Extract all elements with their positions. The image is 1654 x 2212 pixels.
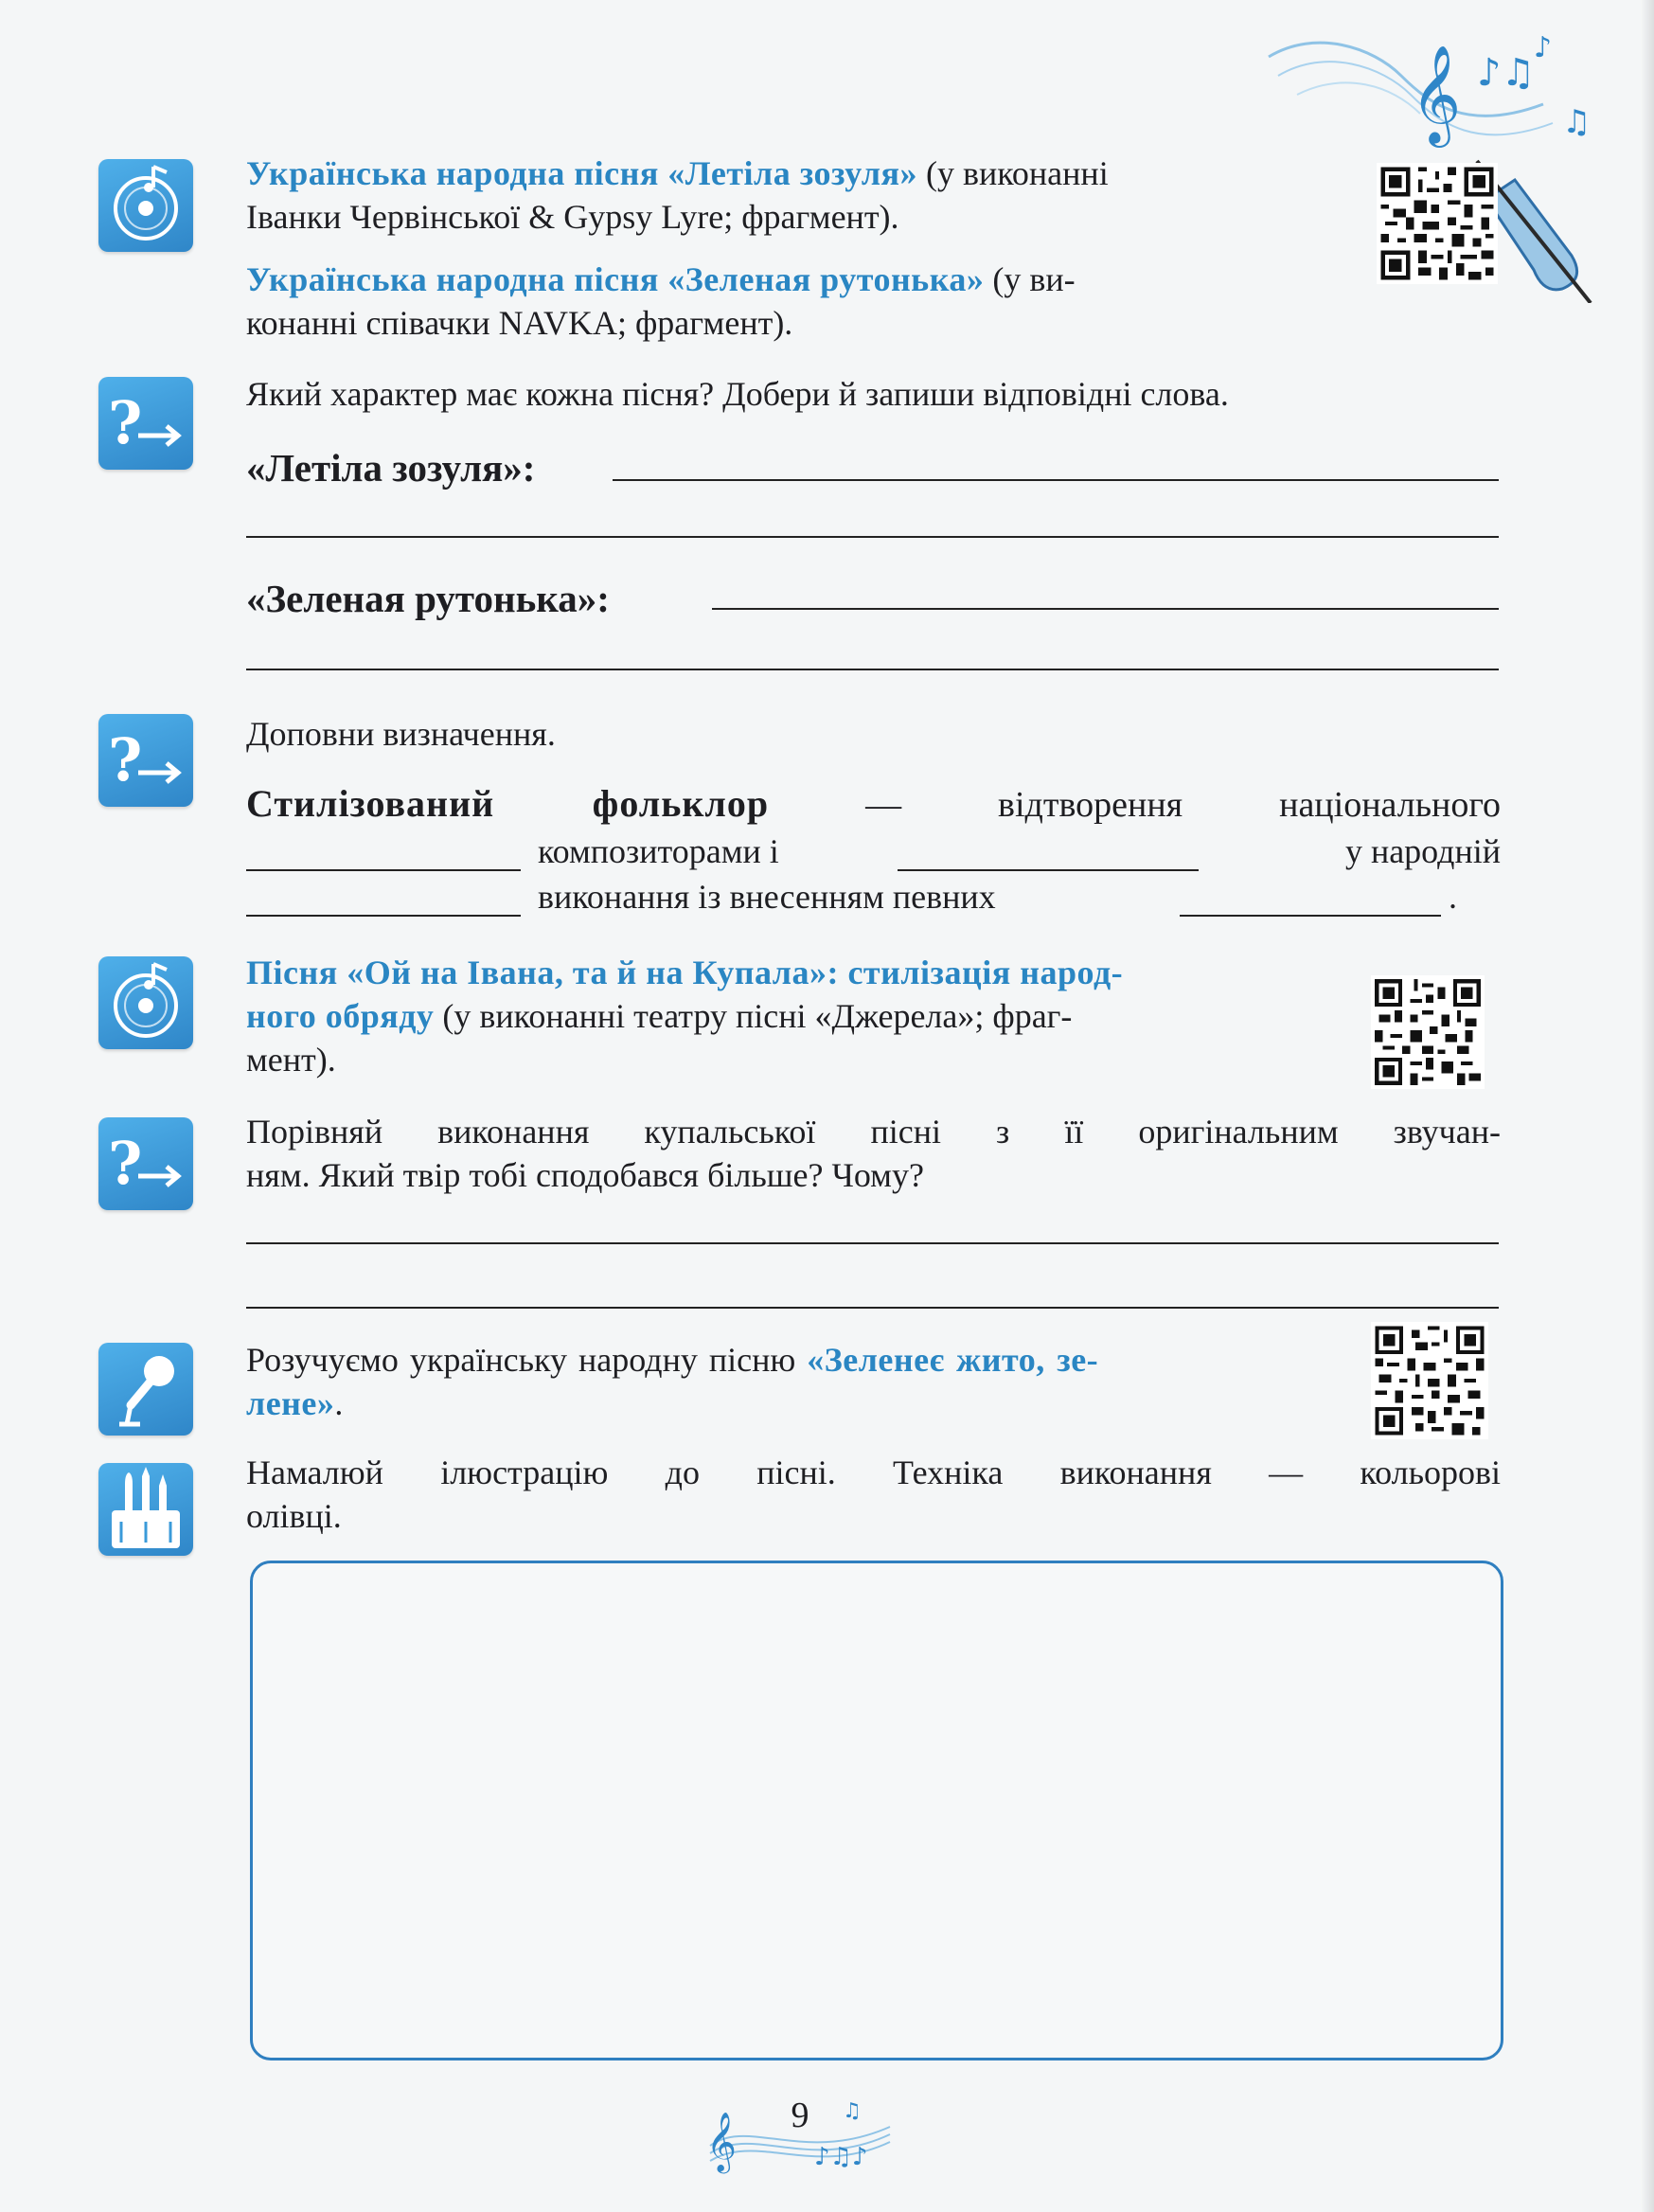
definition-line-2 [246, 831, 1501, 879]
task-character-question: Який характер має кожна пісня? Добери й запиши відповідні слова. [246, 375, 1229, 413]
definition-text: у народній [1344, 832, 1501, 870]
qr-code-2[interactable] [1371, 975, 1485, 1089]
listen-item-1 [246, 152, 1501, 239]
song-title-zelenee-zhyto-cont: лене» [246, 1384, 335, 1422]
svg-text:♫: ♫ [843, 2099, 862, 2123]
svg-text:?: ? [108, 725, 143, 794]
task-compare-line-2: ням. Який твір тобі сподобався більше? Чому? [246, 1156, 924, 1194]
performer-text: (у виконанні театру пісні «Джерела»; фраг- [434, 997, 1073, 1035]
definition-text: виконання із внесенням певних [538, 878, 996, 916]
svg-text:?: ? [108, 1129, 143, 1198]
fill-in-blank[interactable] [246, 915, 521, 917]
microphone-icon [98, 1343, 193, 1436]
learn-song-text: Розучуємо українську народну пісню [246, 1341, 808, 1379]
label-zelenaia-rutonka: «Зеленая рутонька»: [246, 577, 610, 620]
page-number: 9 [791, 2096, 809, 2135]
listen-item-2 [246, 258, 1501, 345]
answer-line[interactable] [613, 479, 1499, 481]
answer-line[interactable] [246, 536, 1499, 538]
cd-disc-icon [98, 956, 193, 1049]
definition-text: — відтворення національного [865, 785, 1502, 825]
question-arrow-icon [98, 714, 193, 807]
definition-line-3 [246, 877, 1501, 924]
song-title-zelenaia-rutonka: Українська народна пісня «Зеленая рутонька» [246, 260, 985, 298]
performer-text-cont: конанні співачки NAVKA; фрагмент). [246, 304, 793, 342]
task-draw-line-1: Намалюй ілюстрацію до пісні. Техніка виконання — кольорові [246, 1454, 1501, 1491]
drawing-area[interactable] [250, 1561, 1503, 2060]
label-letila-zozulia: «Летіла зозуля»: [246, 446, 536, 490]
fill-in-blank[interactable] [898, 869, 1199, 871]
performer-text-cont: мент). [246, 1041, 336, 1079]
definition-line-1 [246, 782, 1501, 827]
song-title-kupala-cont: ного обряду [246, 997, 435, 1035]
listen-item-3 [246, 951, 1335, 1081]
qr-code-1[interactable] [1377, 163, 1498, 284]
task-compare [246, 1110, 1501, 1197]
page-edge-shadow [1641, 0, 1654, 2212]
svg-text:?: ? [108, 388, 143, 457]
fill-in-blank[interactable] [246, 869, 521, 871]
svg-text:♪♫: ♪♫ [1477, 51, 1536, 95]
definition-text: . [1449, 878, 1457, 916]
svg-text:𝄞: 𝄞 [706, 2112, 737, 2171]
answer-line[interactable] [246, 1242, 1499, 1244]
brushes-icon [98, 1463, 193, 1556]
task-draw-line-2: олівці. [246, 1497, 342, 1535]
fill-in-blank[interactable] [1180, 915, 1441, 917]
punctuation: . [334, 1384, 344, 1422]
term-stylized-folklore: Стилізований фольклор [246, 782, 770, 825]
song-title-zelenee-zhyto: «Зеленеє жито, зе- [807, 1341, 1099, 1379]
song-title-kupala: Пісня «Ой на Івана, та й на Купала»: стилізація народ- [246, 954, 1124, 991]
question-arrow-icon [98, 1117, 193, 1210]
svg-text:♪♫♪: ♪♫♪ [814, 2143, 868, 2171]
svg-text:♫: ♫ [1562, 103, 1592, 141]
performer-text: (у виконанні [917, 154, 1109, 192]
svg-text:♪: ♪ [1534, 31, 1553, 64]
question-arrow-icon [98, 377, 193, 470]
cd-disc-icon [98, 159, 193, 252]
definition-text: композиторами і [538, 832, 779, 870]
learn-song [246, 1338, 1335, 1425]
task-draw [246, 1451, 1501, 1538]
answer-line[interactable] [246, 1307, 1499, 1309]
performer-text-cont: Іванки Червінської & Gypsy Lyre; фрагмент). [246, 198, 899, 236]
task-definition-instruction: Доповни визначення. [246, 715, 556, 753]
task-compare-line-1: Порівняй виконання купальської пісні з її оригінальним звучан- [246, 1113, 1501, 1151]
answer-line[interactable] [246, 669, 1499, 670]
song-title-letila-zozulia: Українська народна пісня «Летіла зозуля» [246, 154, 917, 192]
qr-code-3[interactable] [1371, 1322, 1488, 1439]
svg-text:𝄞: 𝄞 [1411, 45, 1462, 144]
performer-text: (у ви- [984, 260, 1076, 298]
answer-line[interactable] [712, 608, 1499, 610]
